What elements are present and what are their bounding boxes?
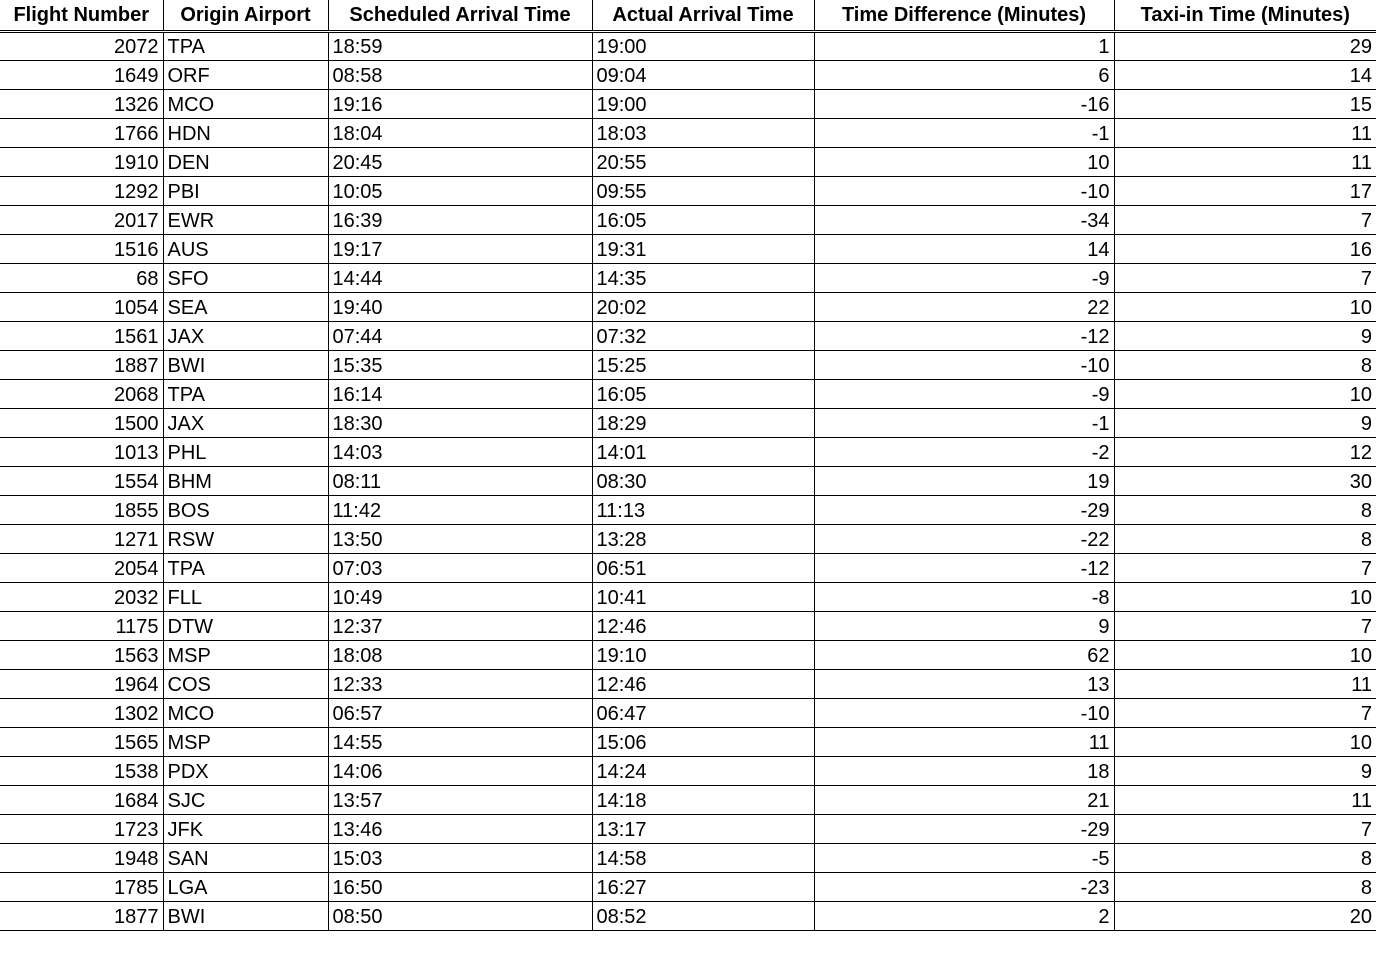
taxi-in-time-cell[interactable]: 7 bbox=[1114, 264, 1376, 293]
actual-arrival-cell[interactable]: 14:01 bbox=[592, 438, 814, 467]
table-row bbox=[0, 467, 1376, 496]
time-difference-cell[interactable]: -16 bbox=[814, 90, 1114, 119]
actual-arrival-cell[interactable]: 14:58 bbox=[592, 844, 814, 873]
column-header-time-difference[interactable]: Time Difference (Minutes) bbox=[814, 0, 1114, 32]
origin-airport-cell[interactable]: PBI bbox=[163, 177, 328, 206]
taxi-in-time-cell[interactable]: 9 bbox=[1114, 409, 1376, 438]
actual-arrival-cell[interactable]: 08:30 bbox=[592, 467, 814, 496]
taxi-in-time-cell[interactable]: 7 bbox=[1114, 699, 1376, 728]
origin-airport-cell[interactable]: BOS bbox=[163, 496, 328, 525]
taxi-in-time-cell[interactable]: 14 bbox=[1114, 61, 1376, 90]
scheduled-arrival-cell[interactable]: 14:03 bbox=[328, 438, 592, 467]
origin-airport-cell[interactable]: PHL bbox=[163, 438, 328, 467]
actual-arrival-cell[interactable]: 18:29 bbox=[592, 409, 814, 438]
scheduled-arrival-cell[interactable]: 08:50 bbox=[328, 902, 592, 931]
table-row bbox=[0, 786, 1376, 815]
scheduled-arrival-cell[interactable]: 12:37 bbox=[328, 612, 592, 641]
scheduled-arrival-cell[interactable]: 07:44 bbox=[328, 322, 592, 351]
scheduled-arrival-cell[interactable]: 13:50 bbox=[328, 525, 592, 554]
origin-airport-cell[interactable]: EWR bbox=[163, 206, 328, 235]
scheduled-arrival-cell[interactable]: 16:14 bbox=[328, 380, 592, 409]
table-row bbox=[0, 351, 1376, 380]
time-difference-cell[interactable]: -23 bbox=[814, 873, 1114, 902]
time-difference-cell[interactable]: 21 bbox=[814, 786, 1114, 815]
actual-arrival-cell[interactable]: 16:05 bbox=[592, 380, 814, 409]
actual-arrival-cell[interactable]: 14:18 bbox=[592, 786, 814, 815]
time-difference-cell[interactable]: -12 bbox=[814, 322, 1114, 351]
origin-airport-cell[interactable]: JAX bbox=[163, 322, 328, 351]
origin-airport-cell[interactable]: ORF bbox=[163, 61, 328, 90]
actual-arrival-cell[interactable]: 14:35 bbox=[592, 264, 814, 293]
taxi-in-time-cell[interactable]: 8 bbox=[1114, 496, 1376, 525]
time-difference-cell[interactable]: -34 bbox=[814, 206, 1114, 235]
flight-number-cell[interactable]: 1292 bbox=[0, 177, 163, 206]
origin-airport-cell[interactable]: JFK bbox=[163, 815, 328, 844]
origin-airport-cell[interactable]: MCO bbox=[163, 90, 328, 119]
time-difference-cell[interactable]: 1 bbox=[814, 32, 1114, 61]
taxi-in-time-cell[interactable]: 12 bbox=[1114, 438, 1376, 467]
origin-airport-cell[interactable]: SEA bbox=[163, 293, 328, 322]
time-difference-cell[interactable]: -5 bbox=[814, 844, 1114, 873]
scheduled-arrival-cell[interactable]: 19:17 bbox=[328, 235, 592, 264]
scheduled-arrival-cell[interactable]: 18:30 bbox=[328, 409, 592, 438]
table-row bbox=[0, 322, 1376, 351]
scheduled-arrival-cell[interactable]: 15:35 bbox=[328, 351, 592, 380]
origin-airport-cell[interactable]: MSP bbox=[163, 641, 328, 670]
table-row bbox=[0, 206, 1376, 235]
taxi-in-time-cell[interactable]: 11 bbox=[1114, 670, 1376, 699]
column-header-origin-airport[interactable]: Origin Airport bbox=[163, 0, 328, 32]
flight-number-cell[interactable]: 1302 bbox=[0, 699, 163, 728]
origin-airport-cell[interactable]: RSW bbox=[163, 525, 328, 554]
time-difference-cell[interactable]: 22 bbox=[814, 293, 1114, 322]
table-row bbox=[0, 61, 1376, 90]
table-row bbox=[0, 409, 1376, 438]
actual-arrival-cell[interactable]: 09:04 bbox=[592, 61, 814, 90]
taxi-in-time-cell[interactable]: 10 bbox=[1114, 641, 1376, 670]
flight-number-cell[interactable]: 68 bbox=[0, 264, 163, 293]
flight-number-cell[interactable]: 1326 bbox=[0, 90, 163, 119]
table-row bbox=[0, 235, 1376, 264]
origin-airport-cell[interactable]: COS bbox=[163, 670, 328, 699]
origin-airport-cell[interactable]: DEN bbox=[163, 148, 328, 177]
time-difference-cell[interactable]: -12 bbox=[814, 554, 1114, 583]
scheduled-arrival-cell[interactable]: 18:59 bbox=[328, 32, 592, 61]
taxi-in-time-cell[interactable]: 8 bbox=[1114, 873, 1376, 902]
scheduled-arrival-cell[interactable]: 10:49 bbox=[328, 583, 592, 612]
time-difference-cell[interactable]: -1 bbox=[814, 119, 1114, 148]
time-difference-cell[interactable]: -22 bbox=[814, 525, 1114, 554]
scheduled-arrival-cell[interactable]: 16:50 bbox=[328, 873, 592, 902]
flight-number-cell[interactable]: 1554 bbox=[0, 467, 163, 496]
flight-number-cell[interactable]: 1649 bbox=[0, 61, 163, 90]
scheduled-arrival-cell[interactable]: 19:16 bbox=[328, 90, 592, 119]
taxi-in-time-cell[interactable]: 7 bbox=[1114, 206, 1376, 235]
taxi-in-time-cell[interactable]: 20 bbox=[1114, 902, 1376, 931]
taxi-in-time-cell[interactable]: 29 bbox=[1114, 32, 1376, 61]
scheduled-arrival-cell[interactable]: 07:03 bbox=[328, 554, 592, 583]
flight-number-cell[interactable]: 1910 bbox=[0, 148, 163, 177]
origin-airport-cell[interactable]: BHM bbox=[163, 467, 328, 496]
scheduled-arrival-cell[interactable]: 18:04 bbox=[328, 119, 592, 148]
flight-number-cell[interactable]: 1723 bbox=[0, 815, 163, 844]
flight-number-cell[interactable]: 1877 bbox=[0, 902, 163, 931]
time-difference-cell[interactable]: -29 bbox=[814, 496, 1114, 525]
actual-arrival-cell[interactable]: 19:00 bbox=[592, 32, 814, 61]
time-difference-cell[interactable]: -9 bbox=[814, 264, 1114, 293]
scheduled-arrival-cell[interactable]: 13:57 bbox=[328, 786, 592, 815]
actual-arrival-cell[interactable]: 12:46 bbox=[592, 612, 814, 641]
actual-arrival-cell[interactable]: 16:27 bbox=[592, 873, 814, 902]
table-row bbox=[0, 380, 1376, 409]
flight-number-cell[interactable]: 1013 bbox=[0, 438, 163, 467]
actual-arrival-cell[interactable]: 19:31 bbox=[592, 235, 814, 264]
origin-airport-cell[interactable]: BWI bbox=[163, 902, 328, 931]
taxi-in-time-cell[interactable]: 11 bbox=[1114, 148, 1376, 177]
flight-number-cell[interactable]: 2072 bbox=[0, 32, 163, 61]
flight-number-cell[interactable]: 1785 bbox=[0, 873, 163, 902]
table-row bbox=[0, 554, 1376, 583]
taxi-in-time-cell[interactable]: 10 bbox=[1114, 583, 1376, 612]
flight-number-cell[interactable]: 1565 bbox=[0, 728, 163, 757]
taxi-in-time-cell[interactable]: 9 bbox=[1114, 322, 1376, 351]
scheduled-arrival-cell[interactable]: 18:08 bbox=[328, 641, 592, 670]
table-row bbox=[0, 815, 1376, 844]
scheduled-arrival-cell[interactable]: 13:46 bbox=[328, 815, 592, 844]
taxi-in-time-cell[interactable]: 9 bbox=[1114, 757, 1376, 786]
scheduled-arrival-cell[interactable]: 20:45 bbox=[328, 148, 592, 177]
column-header-actual-arrival-time[interactable]: Actual Arrival Time bbox=[592, 0, 814, 32]
origin-airport-cell[interactable]: MCO bbox=[163, 699, 328, 728]
time-difference-cell[interactable]: 11 bbox=[814, 728, 1114, 757]
flight-number-cell[interactable]: 1500 bbox=[0, 409, 163, 438]
flight-number-cell[interactable]: 1175 bbox=[0, 612, 163, 641]
scheduled-arrival-cell[interactable]: 10:05 bbox=[328, 177, 592, 206]
flight-number-cell[interactable]: 1684 bbox=[0, 786, 163, 815]
time-difference-cell[interactable]: -2 bbox=[814, 438, 1114, 467]
time-difference-cell[interactable]: 6 bbox=[814, 61, 1114, 90]
table-body bbox=[0, 32, 1376, 931]
taxi-in-time-cell[interactable]: 30 bbox=[1114, 467, 1376, 496]
time-difference-cell[interactable]: 18 bbox=[814, 757, 1114, 786]
flight-number-cell[interactable]: 1964 bbox=[0, 670, 163, 699]
table-row bbox=[0, 641, 1376, 670]
table-row bbox=[0, 119, 1376, 148]
time-difference-cell[interactable]: -1 bbox=[814, 409, 1114, 438]
origin-airport-cell[interactable]: TPA bbox=[163, 554, 328, 583]
scheduled-arrival-cell[interactable]: 08:58 bbox=[328, 61, 592, 90]
origin-airport-cell[interactable]: SJC bbox=[163, 786, 328, 815]
taxi-in-time-cell[interactable]: 7 bbox=[1114, 612, 1376, 641]
table-row bbox=[0, 873, 1376, 902]
actual-arrival-cell[interactable]: 16:05 bbox=[592, 206, 814, 235]
actual-arrival-cell[interactable]: 07:32 bbox=[592, 322, 814, 351]
time-difference-cell[interactable]: -29 bbox=[814, 815, 1114, 844]
taxi-in-time-cell[interactable]: 10 bbox=[1114, 728, 1376, 757]
time-difference-cell[interactable]: 2 bbox=[814, 902, 1114, 931]
flight-number-cell[interactable]: 1538 bbox=[0, 757, 163, 786]
taxi-in-time-cell[interactable]: 10 bbox=[1114, 293, 1376, 322]
time-difference-cell[interactable]: 10 bbox=[814, 148, 1114, 177]
time-difference-cell[interactable]: 19 bbox=[814, 467, 1114, 496]
origin-airport-cell[interactable]: PDX bbox=[163, 757, 328, 786]
table-row bbox=[0, 177, 1376, 206]
origin-airport-cell[interactable]: JAX bbox=[163, 409, 328, 438]
actual-arrival-cell[interactable]: 19:00 bbox=[592, 90, 814, 119]
time-difference-cell[interactable]: -10 bbox=[814, 177, 1114, 206]
taxi-in-time-cell[interactable]: 11 bbox=[1114, 786, 1376, 815]
actual-arrival-cell[interactable]: 15:25 bbox=[592, 351, 814, 380]
time-difference-cell[interactable]: 9 bbox=[814, 612, 1114, 641]
table-row bbox=[0, 583, 1376, 612]
origin-airport-cell[interactable]: AUS bbox=[163, 235, 328, 264]
scheduled-arrival-cell[interactable]: 08:11 bbox=[328, 467, 592, 496]
scheduled-arrival-cell[interactable]: 14:44 bbox=[328, 264, 592, 293]
origin-airport-cell[interactable]: LGA bbox=[163, 873, 328, 902]
origin-airport-cell[interactable]: SAN bbox=[163, 844, 328, 873]
actual-arrival-cell[interactable]: 20:55 bbox=[592, 148, 814, 177]
origin-airport-cell[interactable]: BWI bbox=[163, 351, 328, 380]
scheduled-arrival-cell[interactable]: 14:06 bbox=[328, 757, 592, 786]
origin-airport-cell[interactable]: TPA bbox=[163, 32, 328, 61]
origin-airport-cell[interactable]: SFO bbox=[163, 264, 328, 293]
actual-arrival-cell[interactable]: 06:47 bbox=[592, 699, 814, 728]
taxi-in-time-cell[interactable]: 10 bbox=[1114, 380, 1376, 409]
actual-arrival-cell[interactable]: 18:03 bbox=[592, 119, 814, 148]
taxi-in-time-cell[interactable]: 11 bbox=[1114, 119, 1376, 148]
time-difference-cell[interactable]: 13 bbox=[814, 670, 1114, 699]
flight-number-cell[interactable]: 1563 bbox=[0, 641, 163, 670]
actual-arrival-cell[interactable]: 08:52 bbox=[592, 902, 814, 931]
table-row bbox=[0, 293, 1376, 322]
taxi-in-time-cell[interactable]: 7 bbox=[1114, 815, 1376, 844]
time-difference-cell[interactable]: -10 bbox=[814, 351, 1114, 380]
actual-arrival-cell[interactable]: 13:28 bbox=[592, 525, 814, 554]
actual-arrival-cell[interactable]: 11:13 bbox=[592, 496, 814, 525]
table-row bbox=[0, 496, 1376, 525]
scheduled-arrival-cell[interactable]: 15:03 bbox=[328, 844, 592, 873]
table-row bbox=[0, 699, 1376, 728]
flight-number-cell[interactable]: 2054 bbox=[0, 554, 163, 583]
time-difference-cell[interactable]: 62 bbox=[814, 641, 1114, 670]
table-row bbox=[0, 525, 1376, 554]
origin-airport-cell[interactable]: TPA bbox=[163, 380, 328, 409]
scheduled-arrival-cell[interactable]: 11:42 bbox=[328, 496, 592, 525]
actual-arrival-cell[interactable]: 19:10 bbox=[592, 641, 814, 670]
table-row bbox=[0, 90, 1376, 119]
actual-arrival-cell[interactable]: 15:06 bbox=[592, 728, 814, 757]
actual-arrival-cell[interactable]: 06:51 bbox=[592, 554, 814, 583]
table-row bbox=[0, 844, 1376, 873]
taxi-in-time-cell[interactable]: 8 bbox=[1114, 351, 1376, 380]
taxi-in-time-cell[interactable]: 17 bbox=[1114, 177, 1376, 206]
flight-number-cell[interactable]: 2032 bbox=[0, 583, 163, 612]
flight-number-cell[interactable]: 1948 bbox=[0, 844, 163, 873]
origin-airport-cell[interactable]: FLL bbox=[163, 583, 328, 612]
column-header-scheduled-arrival-time[interactable]: Scheduled Arrival Time bbox=[328, 0, 592, 32]
header-row bbox=[0, 0, 1376, 32]
taxi-in-time-cell[interactable]: 8 bbox=[1114, 844, 1376, 873]
taxi-in-time-cell[interactable]: 16 bbox=[1114, 235, 1376, 264]
scheduled-arrival-cell[interactable]: 14:55 bbox=[328, 728, 592, 757]
flight-number-cell[interactable]: 1054 bbox=[0, 293, 163, 322]
taxi-in-time-cell[interactable]: 15 bbox=[1114, 90, 1376, 119]
scheduled-arrival-cell[interactable]: 16:39 bbox=[328, 206, 592, 235]
table-row bbox=[0, 32, 1376, 61]
table-row bbox=[0, 670, 1376, 699]
flight-number-cell[interactable]: 2068 bbox=[0, 380, 163, 409]
flight-number-cell[interactable]: 1271 bbox=[0, 525, 163, 554]
origin-airport-cell[interactable]: DTW bbox=[163, 612, 328, 641]
actual-arrival-cell[interactable]: 20:02 bbox=[592, 293, 814, 322]
time-difference-cell[interactable]: 14 bbox=[814, 235, 1114, 264]
time-difference-cell[interactable]: -10 bbox=[814, 699, 1114, 728]
actual-arrival-cell[interactable]: 14:24 bbox=[592, 757, 814, 786]
flight-number-cell[interactable]: 2017 bbox=[0, 206, 163, 235]
table-row bbox=[0, 757, 1376, 786]
table-row bbox=[0, 438, 1376, 467]
column-header-taxi-in-time[interactable]: Taxi-in Time (Minutes) bbox=[1114, 0, 1376, 32]
flight-number-cell[interactable]: 1516 bbox=[0, 235, 163, 264]
table-row bbox=[0, 902, 1376, 931]
table-row bbox=[0, 612, 1376, 641]
flight-number-cell[interactable]: 1855 bbox=[0, 496, 163, 525]
actual-arrival-cell[interactable]: 13:17 bbox=[592, 815, 814, 844]
scheduled-arrival-cell[interactable]: 06:57 bbox=[328, 699, 592, 728]
time-difference-cell[interactable]: -9 bbox=[814, 380, 1114, 409]
actual-arrival-cell[interactable]: 10:41 bbox=[592, 583, 814, 612]
actual-arrival-cell[interactable]: 12:46 bbox=[592, 670, 814, 699]
flight-number-cell[interactable]: 1561 bbox=[0, 322, 163, 351]
table-row bbox=[0, 148, 1376, 177]
flight-number-cell[interactable]: 1887 bbox=[0, 351, 163, 380]
taxi-in-time-cell[interactable]: 8 bbox=[1114, 525, 1376, 554]
scheduled-arrival-cell[interactable]: 19:40 bbox=[328, 293, 592, 322]
scheduled-arrival-cell[interactable]: 12:33 bbox=[328, 670, 592, 699]
actual-arrival-cell[interactable]: 09:55 bbox=[592, 177, 814, 206]
table-row bbox=[0, 264, 1376, 293]
origin-airport-cell[interactable]: MSP bbox=[163, 728, 328, 757]
column-header-flight-number[interactable]: Flight Number bbox=[0, 0, 163, 32]
time-difference-cell[interactable]: -8 bbox=[814, 583, 1114, 612]
origin-airport-cell[interactable]: HDN bbox=[163, 119, 328, 148]
flight-number-cell[interactable]: 1766 bbox=[0, 119, 163, 148]
taxi-in-time-cell[interactable]: 7 bbox=[1114, 554, 1376, 583]
table-row bbox=[0, 728, 1376, 757]
